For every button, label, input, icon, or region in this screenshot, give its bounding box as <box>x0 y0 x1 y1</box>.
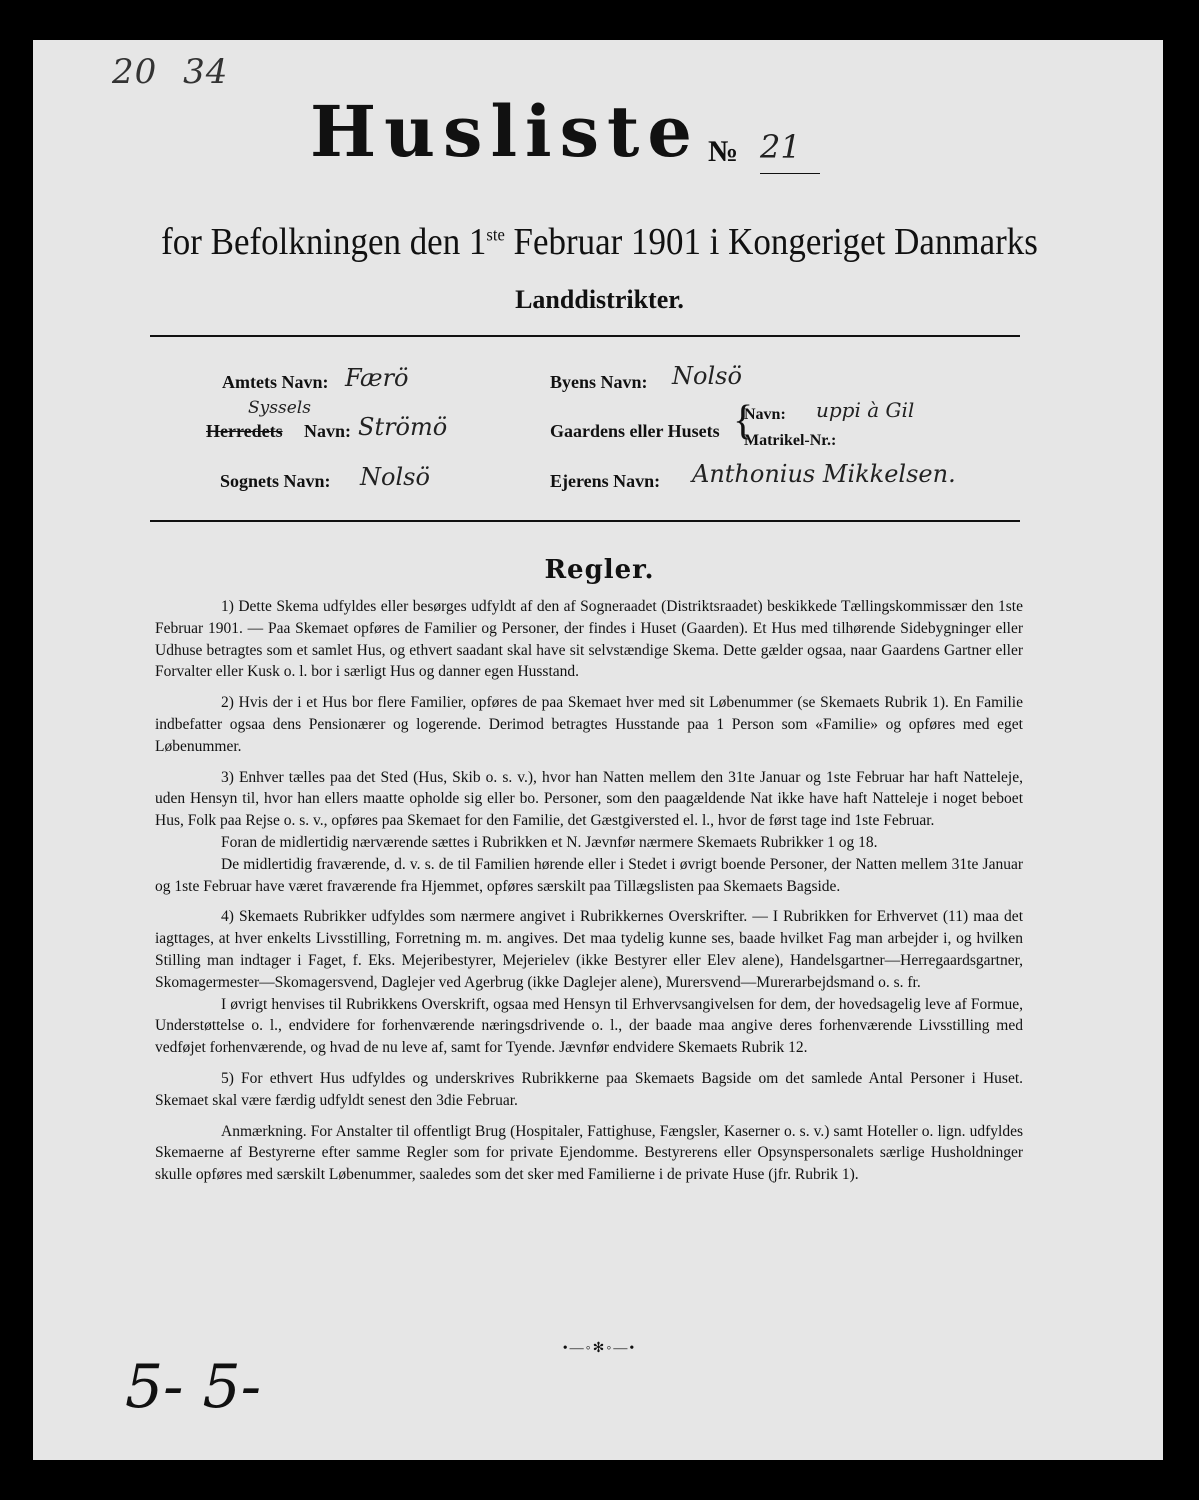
gaard-navn-value: uppi à Gil <box>816 398 915 422</box>
matrikel-label: Matrikel-Nr.: <box>744 432 837 449</box>
subtitle-pre: for Befolkningen den 1 <box>161 221 487 263</box>
gaard-navn-label: Navn: <box>744 406 786 423</box>
gaard-label: Gaardens eller Husets <box>550 421 720 441</box>
rule-4: 4) Skemaets Rubrikker udfyldes som nærmere angivet i Rubrikkernes Overskrifter. — I Rubrikken for Erhvervet (11) maa det iagttages, at hver enkelts Livsstilling, Forretning m. m. angives. Det maa tydelig kunne ses, baade hvilket Fag man arbejder i, og hvilken Stilling man indtager i Faget, f. Eks. Mejeribestyrer, Mejerielev (ikke Bestyrer eller Elev alene), Handelsgartner—Herregaardsgartner, Skomagermester—Skomagersvend, Daglejer ved Agerbrug (ikke Daglejer alene), Murersvend—Murerarbejdsmand o. s. fr. <box>155 908 1023 991</box>
amt-label: Amtets Navn: <box>222 372 329 392</box>
corner-number-2: 34 <box>183 52 229 92</box>
bottom-handwritten-note: 5- 5- <box>125 1352 261 1422</box>
annotation: Anmærkning. For Anstalter til offentligt Brug (Hospitaler, Fattighuse, Fængsler, Kaserner o. s. v.) samt Hoteller o. lign. udfyldes Skemaerne af Bestyrerne efter samme Regler som for private Ejendomme. Bestyrerens eller Opsynspersonalets særlige Husholdninger skulle opføres med særskilt Løbenummer, saaledes som det sker med Familierne i de private Huse (jfr. Rubrik 1). <box>155 1122 1023 1184</box>
herred-value: Strömö <box>358 413 448 441</box>
top-rule <box>150 335 1020 337</box>
by-label: Byens Navn: <box>550 372 648 392</box>
number-value: 21 <box>760 128 801 166</box>
herred-navn-label: Navn: <box>304 421 352 441</box>
subtitle-sup: ste <box>486 224 505 245</box>
rule-3-foran: Foran de midlertidig nærværende sættes i Rubrikken et N. Jævnfør nærmere Skemaets Rubrikker 1 og 18. <box>221 833 878 851</box>
rule-5: 5) For ethvert Hus udfyldes og underskrives Rubrikkerne paa Skemaets Bagside om det samlede Antal Personer i Huset. Skemaet skal være færdig udfyldt senest den 3die Februar. <box>155 1069 1023 1109</box>
rule-1: 1) Dette Skema udfyldes eller besørges udfyldt af den af Sogneraadet (Distriktsraadet) beskikkede Tællingskommissær den 1ste Februar 1901. — Paa Skemaet opføres de Familier og Personer, der findes i Huset (Gaarden). Et Hus med tilhørende Sidebygninger eller Udhuse betragtes som et samlet Hus, og ethvert saadant skal have sit selvstændige Skema. Dette gælder ogsaa, naar Gaardens Gartner eller Forvalter eller Kusk o. l. bor i særligt Hus og danner egen Husstand. <box>155 598 1023 681</box>
rules-title: Regler. <box>544 555 655 585</box>
ornament: •—◦✻◦—• <box>562 1341 637 1356</box>
subtitle <box>48 220 1151 264</box>
by-value: Nolsö <box>672 362 742 390</box>
bottom-rule <box>150 520 1020 522</box>
page-title: Husliste <box>310 90 700 173</box>
ejer-label: Ejerens Navn: <box>550 471 661 491</box>
herred-label: Herredets <box>206 421 283 441</box>
corner-number-1: 20 <box>112 52 158 92</box>
brace-icon: { <box>733 398 754 444</box>
rule-3-fravaerende: De midlertidig fraværende, d. v. s. de til Familien hørende eller i Stedet i øvrigt boende Personer, der Natten mellem 31te Januar og 1ste Februar have været fraværende fra Hjemmet, opføres særskilt paa Tillægslisten paa Skemaets Bagside. <box>155 855 1023 895</box>
rules-text <box>155 596 1023 1195</box>
ejer-value: Anthonius Mikkelsen. <box>692 460 956 488</box>
rule-2: 2) Hvis der i et Hus bor flere Familier, opføres de paa Skemaet hver med sit Løbenummer (se Skemaets Rubrik 1). En Familie indbefatter ogsaa dens Pensionærer og logerende. Derimod betragtes Husstande paa 1 Person som «Familie» og opføres med eget Løbenummer. <box>155 694 1023 755</box>
number-underline <box>760 173 820 174</box>
syssel-handwritten: Syssels <box>248 398 311 418</box>
rule-3: 3) Enhver tælles paa det Sted (Hus, Skib o. s. v.), hvor han Natten mellem den 31te Januar og 1ste Februar har haft Natteleje, uden Hensyn til, hvor han ellers maatte opholde sig eller bo. Personer, som den paagældende Nat ikke have haft Natteleje i noget beboet Hus, Folk paa Rejse o. s. v., opføres paa Skemaet for den Familie, det Gæstgiversted el. l., hvor de først tage ind 1ste Februar. <box>155 768 1023 830</box>
corner-number <box>112 52 242 92</box>
number-label: № <box>708 135 739 168</box>
subtitle-post: Februar 1901 i Kongeriget Danmarks <box>504 221 1038 263</box>
rule-4-oevrigt: I øvrigt henvises til Rubrikkens Overskrift, ogsaa med Hensyn til Erhvervsangivelsen for dem, der hovedsagelig leve af Formue, Understøttelse o. l., endvidere for forhenværende næringsdrivende o. l., der baade maa angive deres forhenværende Livsstilling med vedføjet forhenværende, og hvad de nu leve af, samt for Tyende. Jævnfør endvidere Skemaets Rubrik 12. <box>155 995 1023 1057</box>
sogn-label: Sognets Navn: <box>220 471 331 491</box>
district-heading: Landdistrikter. <box>515 285 684 314</box>
amt-value: Færö <box>345 364 409 392</box>
sogn-value: Nolsö <box>360 463 430 491</box>
